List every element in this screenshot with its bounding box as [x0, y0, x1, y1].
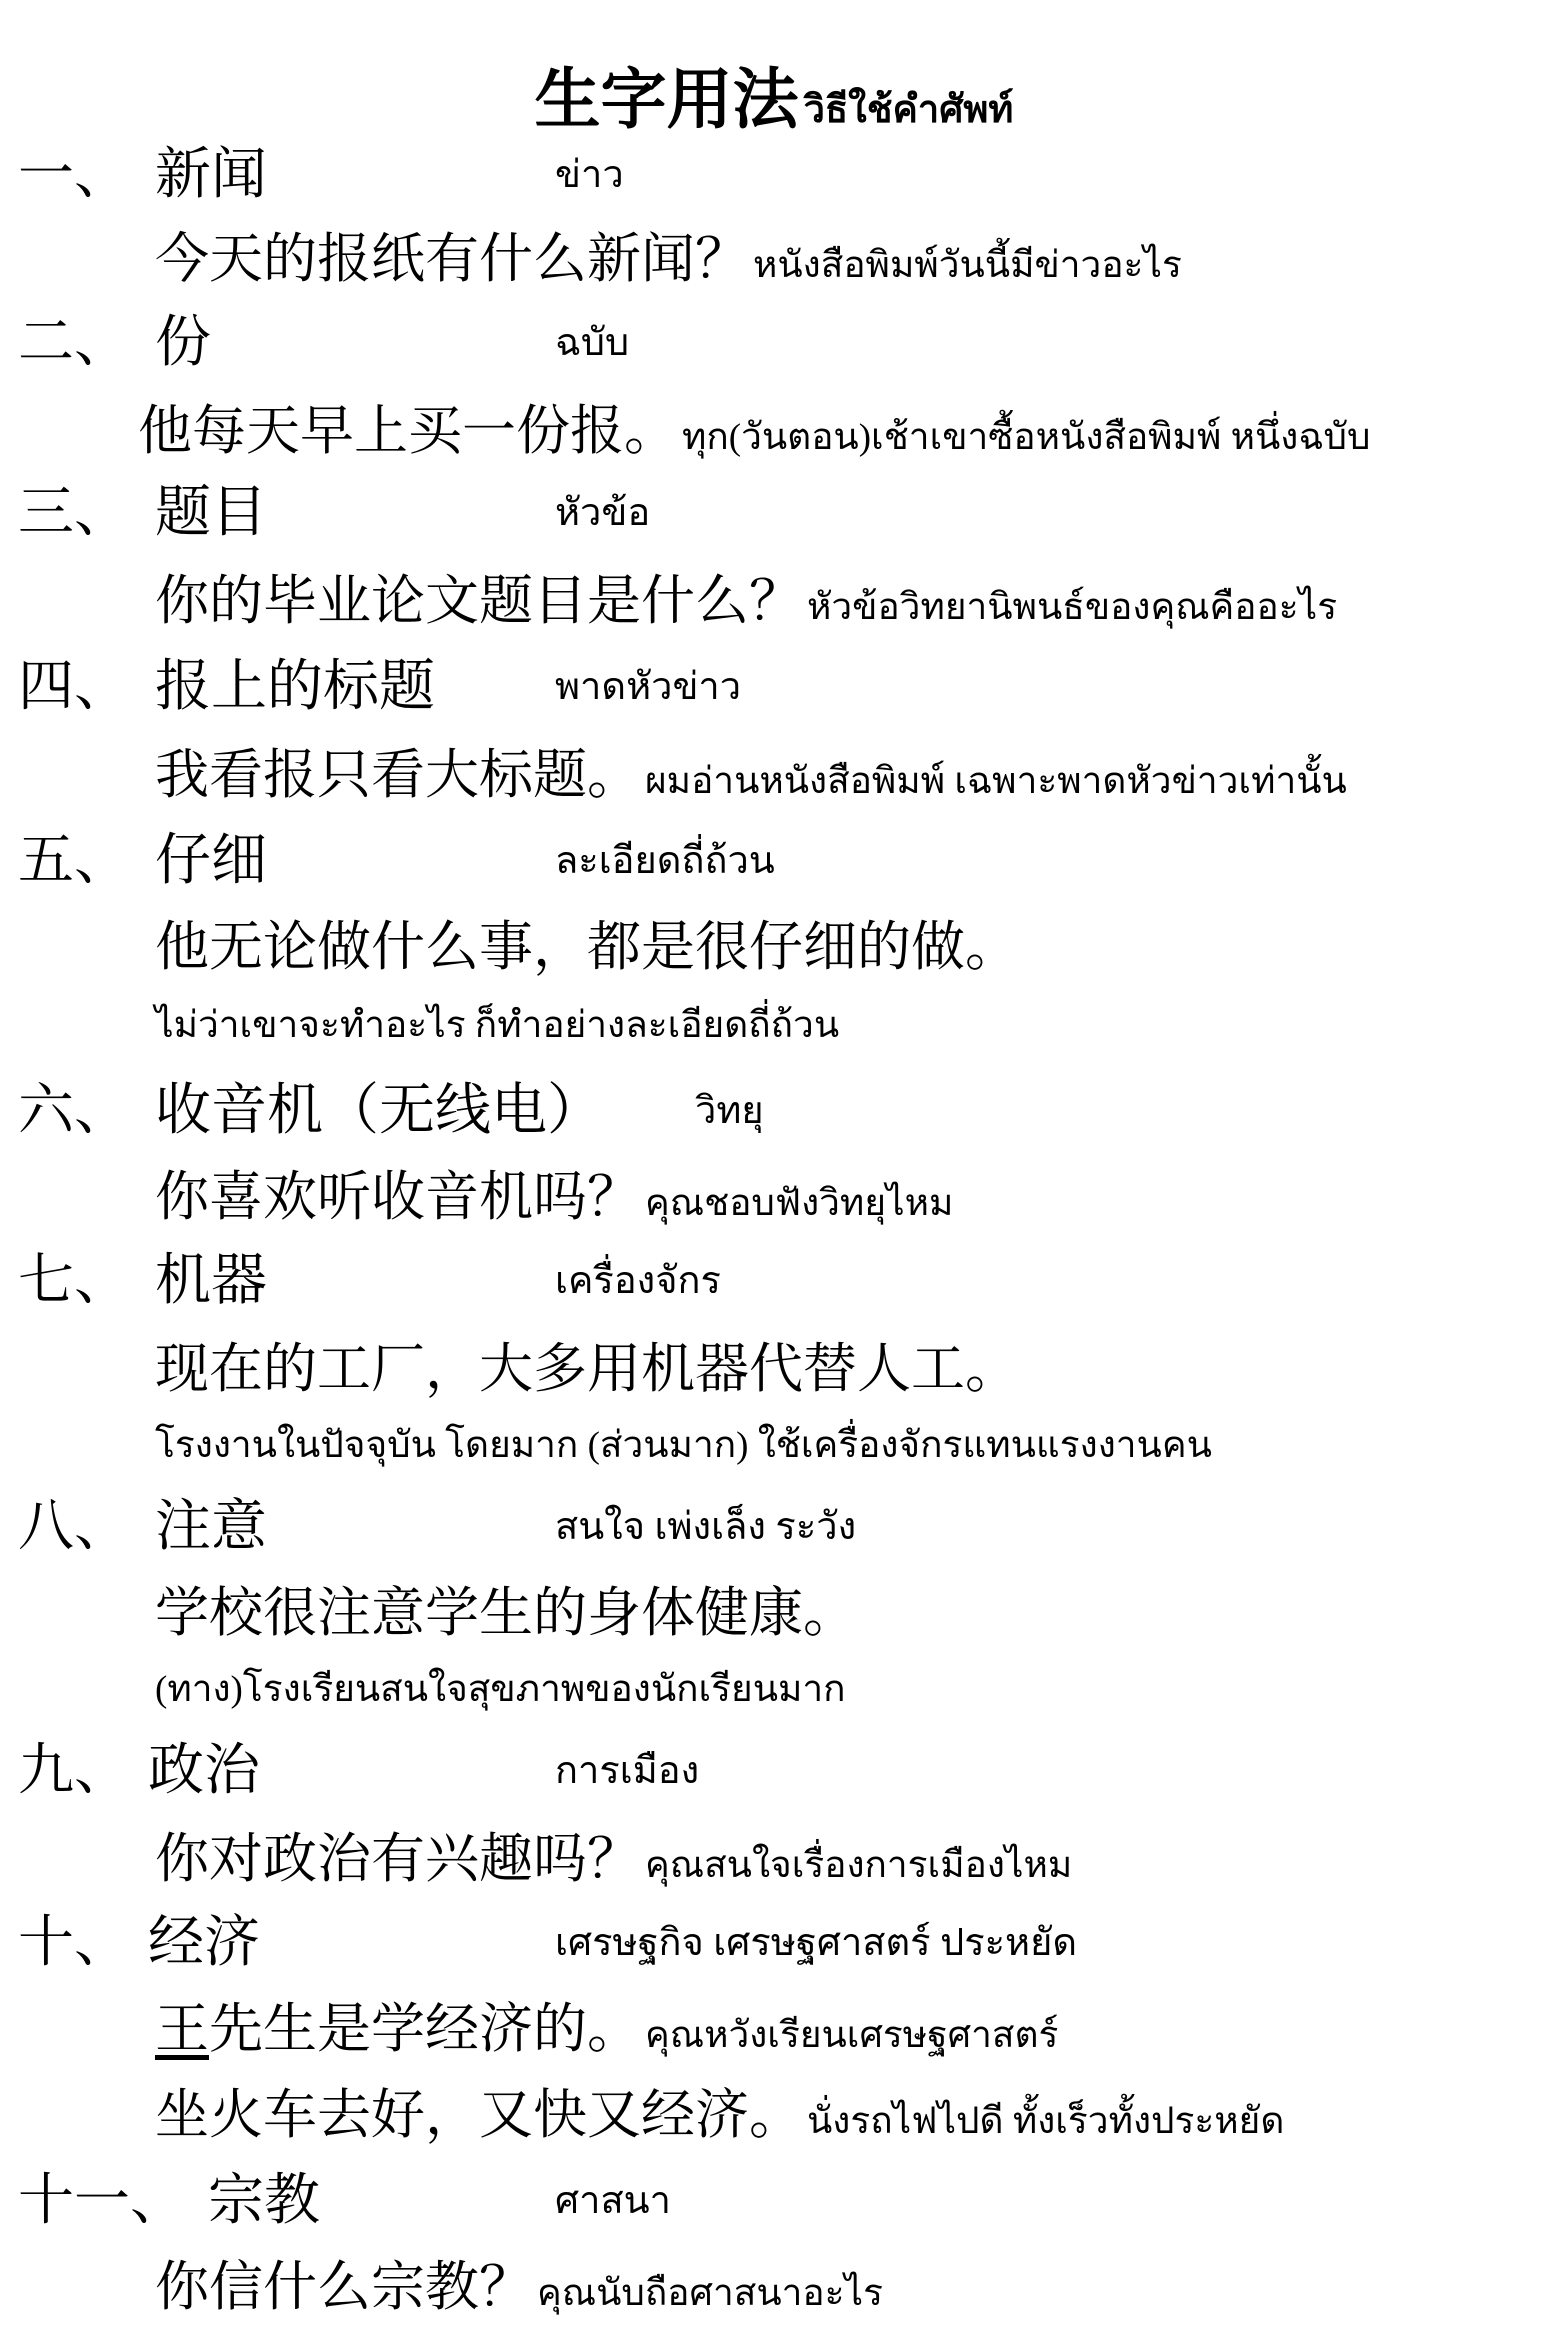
entry-4-example: [155, 734, 1347, 816]
example-thai: หัวข้อวิทยานิพนธ์ของคุณคืออะไร: [807, 587, 1338, 628]
entry-word: 注意: [155, 1494, 267, 1559]
entry-word: 政治: [148, 1738, 260, 1803]
example-chinese: 我看报只看大标题。: [155, 743, 641, 806]
entry-6-example: [155, 1156, 953, 1238]
example-thai: คุณสนใจเรื่องการเมืองไหม: [645, 1845, 1073, 1886]
entry-2-example: [138, 390, 1371, 472]
example-thai: คุณนับถือศาสนาอะไร: [537, 2273, 883, 2314]
entry-meaning: ละเอียดถี่ถ้วน: [555, 840, 775, 882]
entry-9-example: [155, 1818, 1072, 1900]
example-thai: หนังสือพิมพ์วันนี้มีข่าวอะไร: [753, 245, 1182, 286]
page-title: [0, 46, 1548, 136]
entry-8-example: [155, 1572, 857, 1654]
entry-word: 宗教: [208, 2168, 320, 2233]
example-thai: ทุก(วันตอน)เช้าเขาซื้อหนังสือพิมพ์ หนึ่งฉบับ: [682, 417, 1371, 458]
entry-meaning: เครื่องจักร: [555, 1260, 721, 1302]
entry-number: 七、: [18, 1248, 130, 1313]
entry-meaning: เศรษฐกิจ เศรษฐศาสตร์ ประหยัด: [555, 1922, 1078, 1964]
entry-word: 收音机（无线电）: [155, 1078, 603, 1143]
entry-11-example: [155, 2246, 883, 2328]
entry-3-example: [155, 560, 1337, 642]
example-chinese: 现在的工厂，大多用机器代替人工。: [155, 1337, 1019, 1400]
example-thai: คุณชอบฟังวิทยุไหม: [645, 1183, 954, 1224]
entry-number: 一、: [18, 142, 130, 207]
entry-word: 份: [155, 310, 211, 375]
entry-word: 机器: [155, 1248, 267, 1313]
entry-number: 十、: [18, 1910, 130, 1975]
title-thai: วิธีใช้คำศัพท์: [803, 89, 1014, 131]
entry-5-thai-translation: ไม่ว่าเขาจะทำอะไร ก็ทำอย่างละเอียดถี่ถ้วน: [155, 1005, 840, 1046]
entry-number: 十一、: [18, 2168, 186, 2233]
entry-7-thai-translation: โรงงานในปัจจุบัน โดยมาก (ส่วนมาก) ใช้เครื่องจักรแทนแรงงานคน: [155, 1425, 1212, 1466]
entry-meaning: ศาสนา: [555, 2180, 671, 2222]
entry-word: 新闻: [155, 142, 267, 207]
entry-meaning: วิทยุ: [695, 1090, 764, 1132]
entry-word: 报上的标题: [155, 654, 435, 719]
example-thai: นั่งรถไฟไปดี ทั้งเร็วทั้งประหยัด: [807, 2101, 1285, 2142]
entry-5-example: [155, 906, 1019, 988]
example-thai: ผมอ่านหนังสือพิมพ์ เฉพาะพาดหัวข่าวเท่านั้น: [645, 761, 1347, 802]
entry-number: 二、: [18, 310, 130, 375]
example-chinese: 你信什么宗教？: [155, 2255, 533, 2318]
entry-word: 题目: [155, 480, 267, 545]
entry-number: 五、: [18, 828, 130, 893]
entry-number: 四、: [18, 654, 130, 719]
entry-meaning: การเมือง: [555, 1750, 700, 1792]
entry-meaning: สนใจ เพ่งเล็ง ระวัง: [555, 1506, 857, 1548]
entry-number: 八、: [18, 1494, 130, 1559]
example-chinese: 他每天早上买一份报。: [138, 399, 678, 462]
entry-10-example-2: [155, 2074, 1284, 2156]
example-chinese: 你喜欢听收音机吗？: [155, 1165, 641, 1228]
example-chinese: 今天的报纸有什么新闻？: [155, 227, 749, 290]
example-chinese: 你对政治有兴趣吗？: [155, 1827, 641, 1890]
example-chinese: 他无论做什么事，都是很仔细的做。: [155, 915, 1019, 978]
entry-10-example-1: [155, 1988, 1058, 2070]
entry-meaning: หัวข้อ: [555, 492, 651, 534]
entry-number: 九、: [18, 1738, 130, 1803]
entry-meaning: พาดหัวข่าว: [555, 666, 742, 708]
entry-meaning: ฉบับ: [555, 322, 630, 364]
entry-word: 仔细: [155, 828, 267, 893]
example-chinese: 先生是学经济的。: [209, 1997, 641, 2060]
entry-7-example: [155, 1328, 1019, 1410]
title-chinese: 生字用法: [534, 60, 799, 138]
example-chinese: 学校很注意学生的身体健康。: [155, 1581, 857, 1644]
example-thai: คุณหวังเรียนเศรษฐศาสตร์: [645, 2015, 1059, 2056]
example-chinese: 坐火车去好，又快又经济。: [155, 2083, 803, 2146]
entry-number: 三、: [18, 480, 130, 545]
example-chinese-underlined: 王: [155, 1997, 209, 2060]
entry-1-example: [155, 218, 1182, 300]
entry-number: 六、: [18, 1078, 130, 1143]
example-chinese: 你的毕业论文题目是什么？: [155, 569, 803, 632]
entry-word: 经济: [148, 1910, 260, 1975]
entry-meaning: ข่าว: [555, 154, 624, 196]
entry-8-thai-translation: (ทาง)โรงเรียนสนใจสุขภาพของนักเรียนมาก: [155, 1669, 846, 1710]
